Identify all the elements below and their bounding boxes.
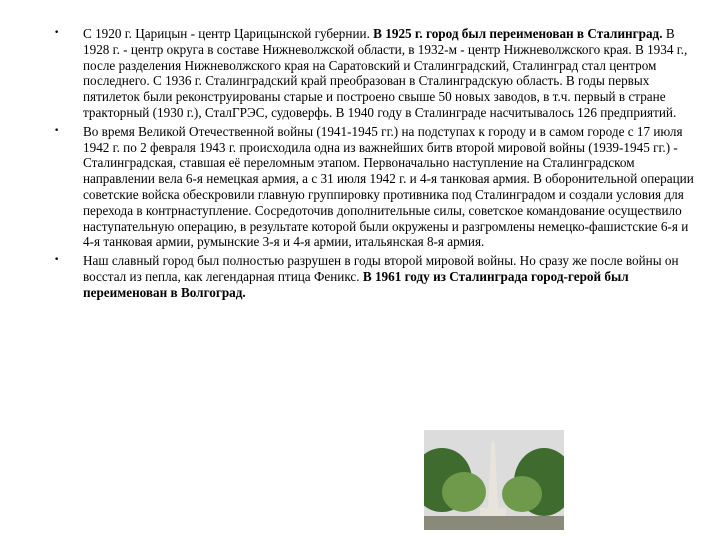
- list-item: [54, 26, 694, 121]
- paragraph-text: [83, 253, 679, 300]
- bullet-icon: •: [54, 255, 60, 266]
- photo-ground: [424, 516, 564, 530]
- text-segment: Во время Великой Отечественной войны (1941-1945 гг.) на подступах к городу и в самом городе с 17 июля 1942 г. по 2 февраля 1943 г. происходила одна из важнейших битв второй мировой войны (1939-1945 гг.) - Сталинградская, ставшая её переломным этапом. Первоначально наступление на Сталинградском направлении вела 6-я немецкая армия, а с 31 июля 1942 г. и 4-я танковая армия. В оборонительной операции советские войска обескровили главную группировку противника под Сталинградом и создали условия для перехода в контрнаступление. Сосредоточив дополнительные силы, советское командование осуществило наступательную операцию, в результате которой были окружены и разгромлены немецко-фашистские 6-я и 4-я танковая армии, румынские 3-я и 4-я армии, итальянская 8-я армия.: [83, 123, 694, 250]
- photo-tree: [442, 472, 486, 512]
- text-segment: С 1920 г. Царицын - центр Царицынской губернии.: [83, 26, 374, 41]
- bullet-icon: •: [54, 125, 60, 136]
- list-item: [54, 124, 694, 250]
- bullet-icon: •: [54, 28, 60, 38]
- text-segment: В 1928 г. - центр округа в составе Нижневолжской области, в 1932-м - центр Нижневолжского края. В 1934 г., после разделения Нижневолжского края на Саратовский и Сталинградский, Сталинград стал центром последнего. С 1936 г. Сталинградский край преобразован в Сталинградскую область. В годы первых пятилеток были реконструированы старые и построено свыше 50 новых заводов, в т.ч. первый в стране тракторный (1930 г.), СталГРЭС, судоверфь. В 1940 году в Сталинграде насчитывалось 126 предприятий.: [83, 26, 688, 120]
- list-item: [54, 253, 694, 300]
- bold-text-segment: В 1961 году из Сталинграда город-герой был переименован в Волгоград.: [83, 268, 629, 300]
- text-segment: Наш славный город был полностью разрушен в годы второй мировой войны. Но сразу же после войны он восстал из пепла, как легендарная птица Феникс.: [83, 253, 679, 284]
- monument-photo-icon: [424, 430, 564, 530]
- bold-text-segment: В 1925 г. город был переименован в Сталинград.: [373, 26, 663, 41]
- bullet-list: [54, 26, 694, 304]
- monument-photo: [424, 430, 564, 530]
- paragraph-text: [83, 26, 687, 120]
- paragraph-text: [83, 124, 694, 250]
- photo-tree: [502, 476, 542, 512]
